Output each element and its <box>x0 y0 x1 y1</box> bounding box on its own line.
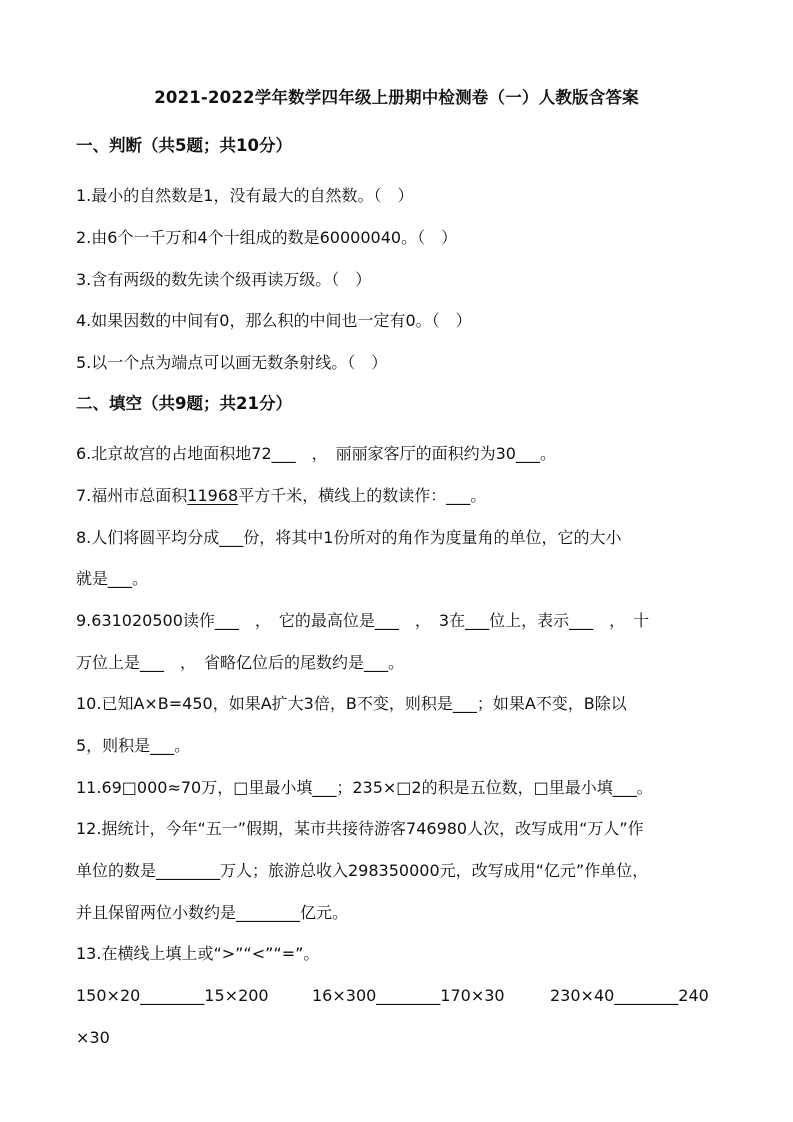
question-12-line-3: 并且保留两位小数约是________亿元。 <box>76 903 349 922</box>
question-9-line-1: 9.631020500读作___ ， 它的最高位是___ ， 3在___位上，表示___ ， 十 <box>76 611 650 630</box>
comparison-2: 16×300________170×30 <box>312 986 505 1005</box>
comparison-3: 230×40________240 <box>550 986 709 1005</box>
section-heading-fill-blank: 二、填空（共9题；共21分） <box>76 394 292 413</box>
question-3: 3.含有两级的数先读个级再读万级。（ ） <box>76 270 372 289</box>
question-5: 5.以一个点为端点可以画无数条射线。（ ） <box>76 353 388 372</box>
question-1: 1.最小的自然数是1，没有最大的自然数。（ ） <box>76 186 414 205</box>
question-12-line-1: 12.据统计，今年“五一”假期，某市共接待游客746980人次，改写成用“万人”作 <box>76 819 644 838</box>
question-13: 13.在横线上填上或“>”“<”“=”。 <box>76 944 320 963</box>
question-11: 11.69□000≈70万，□里最小填___；235×□2的积是五位数，□里最小填___。 <box>76 778 653 797</box>
question-10-line-1: 10.已知A×B=450，如果A扩大3倍，B不变，则积是___；如果A不变，B除以 <box>76 694 627 713</box>
question-13-comparisons <box>76 986 721 1006</box>
question-2: 2.由6个一千万和4个十组成的数是60000040。（ ） <box>76 228 458 247</box>
question-12-line-2: 单位的数是________万人；旅游总收入298350000元，改写成用“亿元”作单位， <box>76 861 649 880</box>
question-7 <box>76 486 721 506</box>
question-8-line-1: 8.人们将圆平均分成___份，将其中1份所对的角作为度量角的单位，它的大小 <box>76 528 622 547</box>
question-7-prefix: 7.福州市总面积 <box>76 486 188 505</box>
question-13-line-2: ×30 <box>76 1028 110 1047</box>
question-6: 6.北京故宫的占地面积地72___ ， 丽丽家客厅的面积约为30___。 <box>76 444 556 463</box>
question-9-line-2: 万位上是___ ， 省略亿位后的尾数约是___。 <box>76 653 405 672</box>
question-4: 4.如果因数的中间有0，那么积的中间也一定有0。（ ） <box>76 311 472 330</box>
section-heading-judgement: 一、判断（共5题；共10分） <box>76 136 292 155</box>
question-8-line-2: 就是___。 <box>76 569 149 588</box>
document-title: 2021-2022学年数学四年级上册期中检测卷（一）人教版含答案 <box>154 88 639 107</box>
question-7-suffix: 平方千米，横线上的数读作：___。 <box>238 486 487 505</box>
question-10-line-2: 5，则积是___。 <box>76 736 191 755</box>
question-7-underlined-number: 11968 <box>187 486 239 505</box>
comparison-1: 150×20________15×200 <box>76 986 269 1005</box>
